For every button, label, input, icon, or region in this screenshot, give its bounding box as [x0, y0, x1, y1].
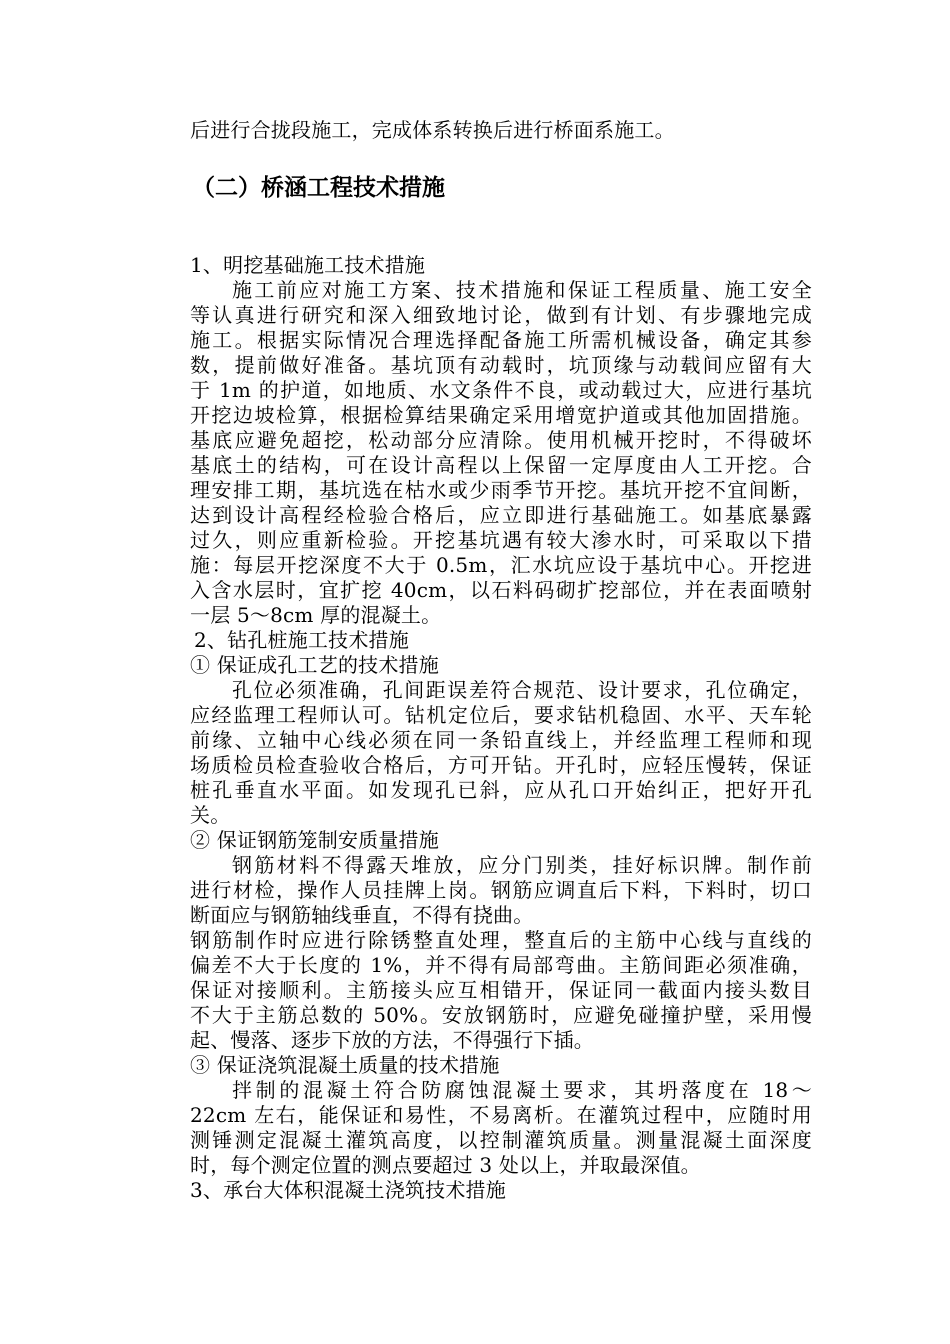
paragraph-line: 基底应避免超挖，松动部分应清除。使用机械开挖时，不得破坏	[190, 428, 812, 452]
paragraph-line: 达到设计高程经检验合格后，应立即进行基础施工。如基底暴露	[190, 503, 812, 527]
document-page	[190, 118, 812, 1203]
spacer	[190, 203, 812, 253]
paragraph-line: 场质检员检查验收合格后，方可开钻。开孔时，应轻压慢转，保证	[190, 753, 812, 777]
paragraph-line: 拌制的混凝土符合防腐蚀混凝土要求，其坍落度在 18～	[232, 1078, 812, 1102]
intro-line: 后进行合拢段施工，完成体系转换后进行桥面系施工。	[190, 118, 675, 142]
paragraph-line: 开挖边坡检算，根据检算结果确定采用增宽护道或其他加固措施。	[190, 403, 812, 427]
paragraph-line: 入含水层时，宜扩挖 40cm，以石料码砌扩挖部位，并在表面喷射	[190, 578, 812, 602]
paragraph-line: 测锤测定混凝土灌筑高度，以控制灌筑质量。测量混凝土面深度	[190, 1128, 812, 1152]
subsection-title-2: 2、钻孔桩施工技术措施	[194, 628, 409, 652]
item-title-2a: ① 保证成孔工艺的技术措施	[190, 653, 439, 677]
paragraph-line: 等认真进行研究和深入细致地讨论，做到有计划、有步骤地完成	[190, 303, 812, 327]
paragraph-line: 应经监理工程师认可。钻机定位后，要求钻机稳固、水平、天车轮	[190, 703, 812, 727]
paragraph-line: 起、慢落、逐步下放的方法，不得强行下插。	[190, 1028, 594, 1052]
paragraph-line: 钢筋材料不得露天堆放，应分门别类，挂好标识牌。制作前	[232, 853, 812, 877]
paragraph-line: 一层 5～8cm 厚的混凝土。	[190, 603, 442, 627]
section-heading: （二）桥涵工程技术措施	[192, 175, 445, 201]
paragraph-line: 偏差不大于长度的 1%，并不得有局部弯曲。主筋间距必须准确，	[190, 953, 812, 977]
paragraph-line: 时，每个测定位置的测点要超过 3 处以上，并取最深值。	[190, 1153, 701, 1177]
paragraph-line: 钢筋制作时应进行除锈整直处理，整直后的主筋中心线与直线的	[190, 928, 812, 952]
paragraph-line: 数，提前做好准备。基坑顶有动载时，坑顶缘与动载间应留有大	[190, 353, 812, 377]
subsection-title-1: 1、明挖基础施工技术措施	[190, 253, 426, 277]
subsection-title-3: 3、承台大体积混凝土浇筑技术措施	[190, 1178, 506, 1202]
paragraph-line: 施工前应对施工方案、技术措施和保证工程质量、施工安全	[232, 278, 812, 302]
paragraph-line: 基底土的结构，可在设计高程以上保留一定厚度由人工开挖。合	[190, 453, 812, 477]
paragraph-line: 22cm 左右，能保证和易性，不易离析。在灌筑过程中，应随时用	[190, 1103, 812, 1127]
item-title-2b: ② 保证钢筋笼制安质量措施	[190, 828, 439, 852]
paragraph-line: 进行材检，操作人员挂牌上岗。钢筋应调直后下料，下料时，切口	[190, 878, 812, 902]
paragraph-line: 施：每层开挖深度不大于 0.5m，汇水坑应设于基坑中心。开挖进	[190, 553, 812, 577]
paragraph-line: 过久，则应重新检验。开挖基坑遇有较大渗水时，可采取以下措	[190, 528, 812, 552]
item-title-2c: ③ 保证浇筑混凝土质量的技术措施	[190, 1053, 500, 1077]
paragraph-line: 于 1m 的护道，如地质、水文条件不良，或动载过大，应进行基坑	[190, 378, 812, 402]
paragraph-line: 前缘、立轴中心线必须在同一条铅直线上，并经监理工程师和现	[190, 728, 812, 752]
paragraph-line: 不大于主筋总数的 50%。安放钢筋时，应避免碰撞护壁，采用慢	[190, 1003, 812, 1027]
paragraph-line: 施工。根据实际情况合理选择配备施工所需机械设备，确定其参	[190, 328, 812, 352]
paragraph-line: 保证对接顺利。主筋接头应互相错开，保证同一截面内接头数目	[190, 978, 812, 1002]
paragraph-line: 理安排工期，基坑选在枯水或少雨季节开挖。基坑开挖不宜间断，	[190, 478, 812, 502]
paragraph-line: 孔位必须准确，孔间距误差符合规范、设计要求，孔位确定，	[232, 678, 812, 702]
paragraph-line: 关。	[190, 803, 231, 827]
paragraph-line: 桩孔垂直水平面。如发现孔已斜，应从孔口开始纠正，把好开孔	[190, 778, 812, 802]
paragraph-line: 断面应与钢筋轴线垂直，不得有挠曲。	[190, 903, 534, 927]
